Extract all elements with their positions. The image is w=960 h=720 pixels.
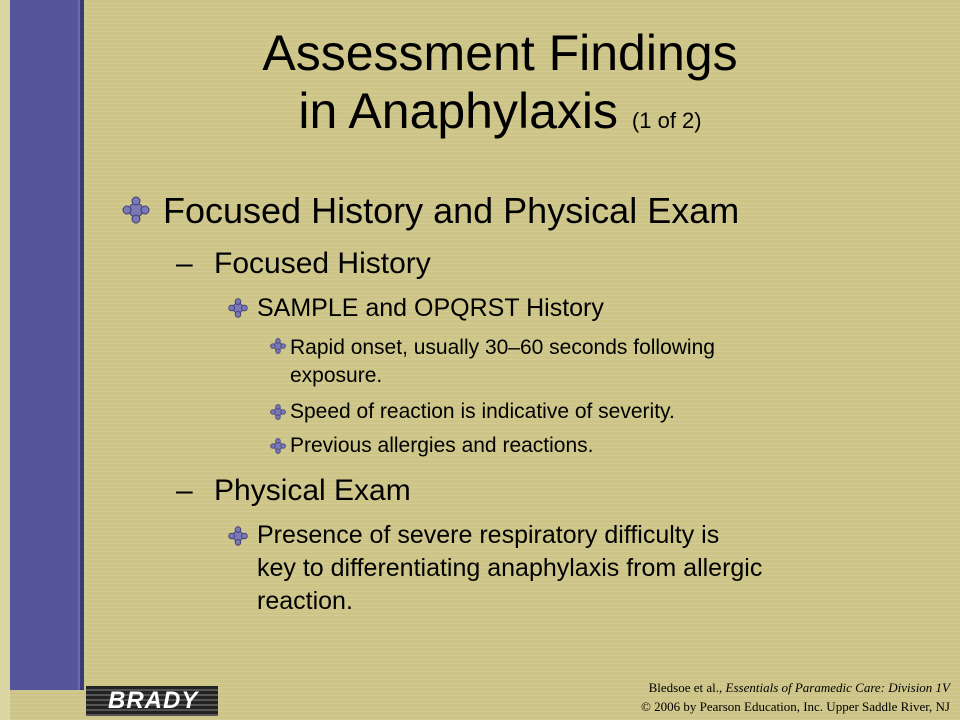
footer-book-title: Essentials of Paramedic Care: Division 1V [725,680,950,695]
gear-bullet-icon [228,298,248,318]
section-heading-physical-exam: Physical Exam [214,474,411,507]
gear-bullet-icon [270,438,286,454]
gear-bullet-icon [122,196,150,224]
bullet-level1: Focused History and Physical Exam [163,190,740,231]
item-speed-reaction: Speed of reaction is indicative of severity. [290,400,675,423]
gear-bullet-icon [270,338,286,354]
physical-exam-line-3: reaction. [257,587,353,615]
section-heading-focused-history: Focused History [214,247,431,280]
gear-bullet-icon [270,404,286,420]
left-edge-strip [0,0,10,720]
brady-logo-text: BRADY [108,687,199,714]
footer-authors: Bledsoe et al., [648,680,726,695]
slide-title [90,24,910,150]
item-rapid-onset: Rapid onset, usually 30–60 seconds following [290,336,715,359]
title-line-2-wrap [90,82,910,150]
left-sidebar-bar [10,0,84,690]
item-previous-allergies: Previous allergies and reactions. [290,434,594,457]
title-line-2: in Anaphylaxis [298,83,619,139]
footer-copyright: © 2006 by Pearson Education, Inc. Upper Saddle River, NJ [640,699,950,714]
sub-bullet-sample: SAMPLE and OPQRST History [257,294,604,322]
physical-exam-line-1: Presence of severe respiratory difficulty is [257,521,720,549]
footer-citation [649,680,950,696]
item-rapid-onset-cont: exposure. [290,364,383,387]
dash-marker-2: – [176,474,193,507]
physical-exam-line-2: key to differentiating anaphylaxis from allergic [257,554,763,582]
title-line-1: Assessment Findings [262,25,738,81]
brady-logo [86,686,218,716]
gear-bullet-icon [228,526,248,546]
dash-marker-1: – [176,247,193,280]
title-suffix: (1 of 2) [631,108,702,133]
